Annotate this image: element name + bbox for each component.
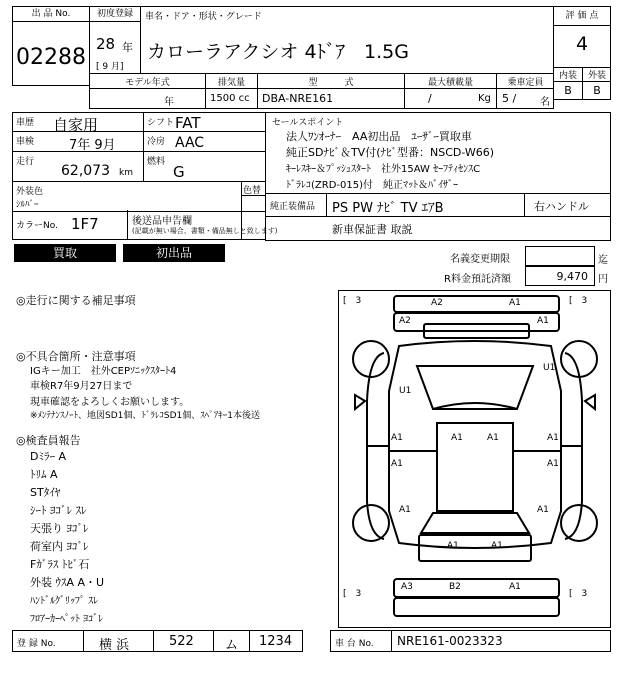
mileage: 62,073 bbox=[61, 163, 110, 179]
displacement: 1500 cc bbox=[210, 93, 250, 104]
equipment-value: PS PW ﾅﾋﾞ TV ｴｱB bbox=[332, 201, 444, 216]
fuel: G bbox=[173, 163, 185, 181]
reg-area: 横 浜 bbox=[99, 638, 130, 653]
registration-year-unit: 年 bbox=[122, 41, 133, 54]
equipment-box bbox=[265, 193, 611, 241]
damage-mark: B2 bbox=[449, 582, 461, 592]
color-change-label: 色替 bbox=[243, 186, 262, 196]
damage-mark: A1 bbox=[487, 433, 499, 443]
lot-number-label: 出 品 No. bbox=[13, 7, 89, 22]
spec-divider bbox=[90, 88, 553, 89]
usage: 自家用 bbox=[53, 116, 99, 134]
first-registration-box bbox=[89, 6, 141, 74]
buy-badge: 買取 bbox=[14, 244, 116, 262]
inspection: 7年 9月 bbox=[69, 138, 116, 153]
aftermarket-label: 後送品申告欄 bbox=[132, 216, 192, 227]
name-change-unit: 迄 bbox=[598, 255, 608, 266]
seats: 5 / bbox=[502, 92, 517, 105]
equipment-label: 純正装備品 bbox=[270, 202, 316, 212]
sales-point-line: 法人ﾜﾝｵｰﾅｰ AA初出品 ﾕｰｻﾞｰ買取車 bbox=[286, 130, 472, 143]
interior-score: B bbox=[564, 84, 572, 97]
mileage-unit: km bbox=[119, 168, 133, 178]
damage-mark: U1 bbox=[543, 363, 556, 373]
spec-row bbox=[89, 73, 554, 109]
car-name: カローラアクシオ 4ﾄﾞｱ 1.5G bbox=[147, 41, 409, 63]
aftermarket-box bbox=[127, 210, 278, 240]
registration-month: [ 9 月] bbox=[96, 62, 124, 72]
sales-point-line: ｷｰﾚｽｷｰ＆ﾌﾟｯｼｭｽﾀｰﾄ 社外15AW ｾｰﾌﾃｨｾﾝｽC bbox=[286, 164, 481, 175]
inspector-line: ｼｰﾄ ﾖｺﾞﾚ ｽﾚ bbox=[30, 504, 87, 517]
recycle-label: R料金預託済額 bbox=[444, 274, 511, 285]
inspector-line: ﾌﾛｱｰｶｰﾍﾟｯﾄ ﾖｺﾞﾚ bbox=[30, 614, 104, 625]
color-no-label: カラーNo. bbox=[16, 221, 58, 231]
inspector-line: 天張り ﾖｺﾞﾚ bbox=[30, 522, 89, 535]
color-no: 1F7 bbox=[71, 215, 99, 233]
model-type: DBA-NRE161 bbox=[262, 92, 334, 105]
defect-line: IGキー加工 社外CEPｿﾆｯｸｽﾀｰﾄ4 bbox=[30, 366, 177, 377]
ac: AAC bbox=[175, 135, 205, 151]
chassis-box bbox=[330, 630, 611, 652]
displacement-label: 排気量 bbox=[217, 78, 245, 88]
ac-label: 冷房 bbox=[147, 137, 166, 147]
first-listing-badge: 初出品 bbox=[123, 244, 225, 262]
registration-box bbox=[12, 630, 303, 652]
damage-mark: A1 bbox=[391, 433, 403, 443]
defect-line: 車検R7年9月27日まで bbox=[30, 381, 133, 392]
corner-mark: [ 3 bbox=[569, 296, 588, 306]
damage-mark: A1 bbox=[491, 541, 503, 551]
load-slash: / bbox=[428, 92, 432, 105]
aftermarket-note: (記載が無い場合、書類・備品無しと致します) bbox=[132, 227, 278, 235]
damage-mark: A1 bbox=[451, 433, 463, 443]
color-label: 外装色 bbox=[16, 187, 44, 197]
damage-mark: A1 bbox=[547, 433, 559, 443]
load-label: 最大積載量 bbox=[427, 78, 473, 88]
warranty: 新車保証書 取説 bbox=[332, 223, 413, 236]
inspector-line: ﾊﾝﾄﾞﾙｸﾞﾘｯﾌﾟ ｽﾚ bbox=[30, 596, 99, 607]
steering-side: 右ハンドル bbox=[534, 200, 589, 213]
inspector-line: 外装 ｳｽA A・U bbox=[30, 576, 105, 589]
shift: FAT bbox=[175, 114, 201, 132]
type-label: 型 式 bbox=[308, 78, 354, 88]
inspector-line: ﾄﾘﾑ A bbox=[30, 468, 58, 481]
inspection-label: 車検 bbox=[16, 137, 35, 147]
fuel-label: 燃料 bbox=[147, 157, 166, 167]
seats-unit: 名 bbox=[540, 97, 550, 108]
seats-label: 乗車定員 bbox=[507, 78, 544, 88]
recycle-amount: 9,470 bbox=[556, 270, 588, 283]
damage-mark: U1 bbox=[399, 386, 412, 396]
reg-label: 登 録 No. bbox=[17, 639, 56, 649]
sales-points-box bbox=[265, 112, 611, 194]
corner-mark: [ 3 bbox=[569, 589, 588, 599]
damage-diagram bbox=[338, 290, 611, 628]
reg-number: 1234 bbox=[259, 634, 293, 649]
chassis-number: NRE161-0023323 bbox=[397, 634, 503, 648]
damage-mark: A2 bbox=[431, 298, 443, 308]
exterior-label: 外装 bbox=[587, 71, 606, 81]
reg-kana: ム bbox=[225, 638, 239, 653]
mileage-label: 走行 bbox=[16, 157, 35, 167]
damage-mark: A1 bbox=[399, 505, 411, 515]
damage-mark: A1 bbox=[509, 582, 521, 592]
car-outline bbox=[339, 291, 610, 627]
grade-box bbox=[553, 6, 611, 100]
interior-label: 内装 bbox=[558, 71, 577, 81]
grade-label: 評 価 点 bbox=[554, 7, 610, 26]
damage-mark: A1 bbox=[391, 459, 403, 469]
model-year-label: モデル年式 bbox=[125, 78, 170, 88]
shift-label: シフト bbox=[147, 118, 175, 128]
damage-mark: A1 bbox=[447, 541, 459, 551]
exterior-score: B bbox=[593, 84, 601, 97]
recycle-unit: 円 bbox=[598, 274, 608, 285]
usage-label: 車歴 bbox=[16, 118, 35, 128]
sales-point-line: ﾄﾞﾗﾚｺ(ZRD-015)付 純正ﾏｯﾄ＆ﾊﾞｲｻﾞｰ bbox=[286, 180, 458, 191]
corner-mark: [ 3 bbox=[343, 589, 362, 599]
defect-line: ※ﾒﾝﾃﾅﾝｽﾉｰﾄ、地図SD1個、ﾄﾞﾗﾚｺSD1個、ｽﾍﾟｱｷｰ1本後送 bbox=[30, 411, 261, 421]
lot-number-box bbox=[12, 6, 90, 86]
registration-year: 28 bbox=[96, 35, 116, 53]
corner-mark: [ 3 bbox=[343, 296, 371, 306]
damage-mark: A1 bbox=[537, 316, 549, 326]
overall-score: 4 bbox=[575, 33, 589, 55]
damage-mark: A1 bbox=[537, 505, 549, 515]
damage-mark: A3 bbox=[401, 582, 413, 592]
damage-mark: A1 bbox=[509, 298, 521, 308]
name-change-label: 名義変更期限 bbox=[450, 254, 510, 265]
damage-mark: A2 bbox=[399, 316, 411, 326]
car-name-box bbox=[140, 6, 554, 74]
model-year-unit: 年 bbox=[164, 97, 174, 108]
lot-number: 02288 bbox=[16, 45, 86, 70]
car-name-label: 車名・ドア・形状・グレード bbox=[145, 12, 262, 22]
inspector-line: STﾀｲﾔ bbox=[30, 486, 61, 499]
chassis-label: 車 台 No. bbox=[335, 639, 374, 649]
sales-point-line: 純正SDﾅﾋﾞ＆TV付(ﾅﾋﾞ型番：NSCD-W66) bbox=[286, 146, 495, 159]
inspector-line: Fｶﾞﾗｽ ﾄﾋﾞ石 bbox=[30, 558, 90, 571]
load-unit: Kg bbox=[478, 93, 491, 104]
defect-line: 現車確認をよろしくお願いします。 bbox=[30, 397, 190, 408]
driving-notes-title: ◎走行に関する補足事項 bbox=[16, 294, 136, 307]
damage-mark: A1 bbox=[547, 459, 559, 469]
recycle-box bbox=[525, 266, 595, 286]
inspector-line: 荷室内 ﾖｺﾞﾚ bbox=[30, 540, 89, 553]
body-color: ｼﾙﾊﾞｰ bbox=[16, 200, 39, 210]
score-divider bbox=[554, 81, 610, 82]
inspector-line: Dﾐﾗｰ A bbox=[30, 450, 66, 463]
inspector-title: ◎検査員報告 bbox=[16, 434, 81, 447]
defects-title: ◎不具合箇所・注意事項 bbox=[16, 350, 136, 363]
sales-points-label: セールスポイント bbox=[272, 118, 344, 128]
name-change-value bbox=[525, 246, 595, 266]
first-registration-label: 初度登録 bbox=[90, 7, 140, 22]
reg-class: 522 bbox=[169, 634, 194, 649]
